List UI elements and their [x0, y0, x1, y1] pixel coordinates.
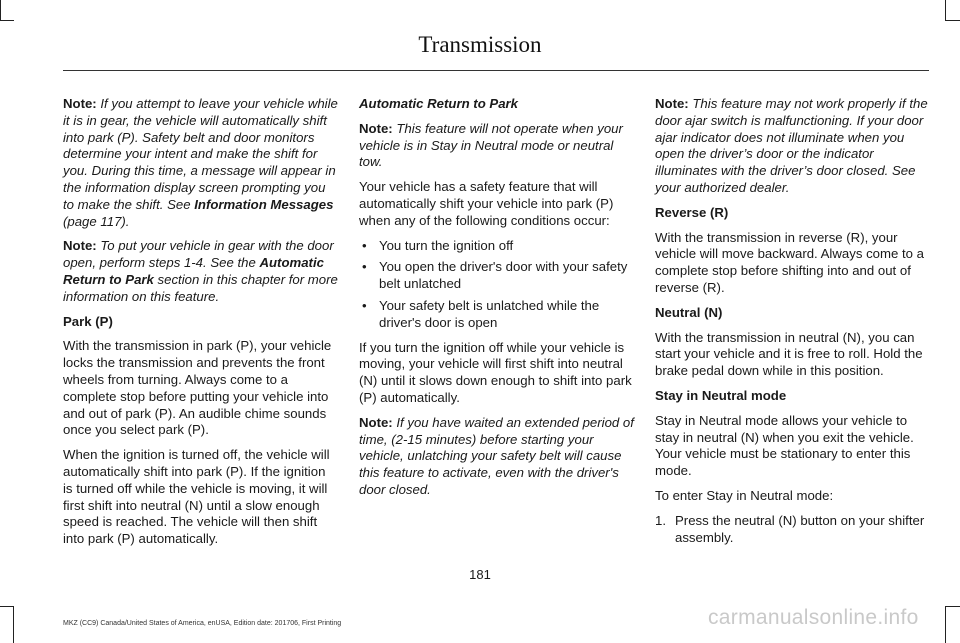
step-number: 1.	[655, 512, 666, 528]
section-heading: Stay in Neutral mode	[655, 387, 787, 403]
note-text: If you have waited an extended period of time, (2-15 minutes) before starting your vehicle, unlatching your safety belt will cause this feature to activate, even with the driver's door closed.	[359, 414, 634, 497]
note-paragraph	[655, 96, 930, 197]
body-paragraph: To enter Stay in Neutral mode:	[655, 487, 834, 503]
body-paragraph: With the transmission in neutral (N), you can start your vehicle and it is free to roll. Hold the brake pedal down while in this position.	[655, 329, 923, 379]
note-text: To put your vehicle in gear with the door open, perform steps 1-4. See the	[63, 238, 334, 271]
footer-text: MKZ (CC9) Canada/United States of America, enUSA, Edition date: 201706, First Printing	[63, 620, 342, 627]
list-item: • Your safety belt is unlatched while the driver's door is open	[359, 298, 634, 332]
cross-reference-link[interactable]: Information Messages	[194, 196, 334, 212]
note-page-ref: (page 117).	[63, 213, 130, 229]
note-label: Note:	[63, 238, 97, 254]
note-text: section in this chapter for more information on this feature.	[63, 271, 338, 304]
crop-mark	[945, 20, 960, 21]
note-label: Note:	[63, 96, 97, 111]
note-label: Note:	[359, 414, 393, 430]
watermark: carmanualsonline.info	[708, 606, 919, 629]
list-item: • You turn the ignition off	[359, 238, 634, 255]
crop-mark	[945, 606, 960, 607]
crop-mark	[13, 606, 14, 643]
section-heading: Neutral (N)	[655, 304, 723, 320]
note-label: Note:	[655, 96, 689, 111]
section-heading: Automatic Return to Park	[359, 96, 519, 111]
body-paragraph: If you turn the ignition off while your vehicle is moving, your vehicle will first shift into neutral (N) until it slows down enough to shift into park (P) automatically.	[359, 339, 632, 405]
section-heading: Reverse (R)	[655, 204, 729, 220]
column-2	[359, 96, 634, 507]
body-paragraph: When the ignition is turned off, the vehicle will automatically shift into park (P). If the ignition is turned off while the vehicle is moving, it will first shift into neutral (N) until a slow enough speed is reached. The vehicle will then shift into park (P) automatically.	[63, 447, 330, 547]
note-paragraph	[359, 121, 634, 171]
body-paragraph: With the transmission in park (P), your vehicle locks the transmission and prevents the front wheels from turning. Always come to a complete stop before putting your vehicle into and out of park (P). An audible chime sounds once you select park (P).	[63, 338, 332, 438]
note-paragraph	[359, 415, 634, 499]
note-paragraph	[63, 96, 338, 230]
crop-mark	[0, 20, 14, 21]
note-label: Note:	[359, 120, 393, 136]
section-heading: Park (P)	[63, 313, 113, 329]
body-paragraph: Stay in Neutral mode allows your vehicle to stay in neutral (N) when you exit the vehicle. Your vehicle must be stationary to enter this mode.	[655, 412, 914, 479]
crop-mark	[945, 0, 946, 20]
body-paragraph: Your vehicle has a safety feature that will automatically shift your vehicle into park (P) when any of the following conditions occur:	[359, 179, 614, 228]
note-text: This feature will not operate when your vehicle is in Stay in Neutral mode or neutral tow.	[359, 120, 623, 170]
note-text: This feature may not work properly if the door ajar switch is malfunctioning. If your door ajar indicator does not illuminate when you open the driver’s door or the indicator illuminates with the driver’s door closed. See your authorized dealer.	[655, 96, 928, 195]
step-item	[655, 513, 930, 547]
body-paragraph: With the transmission in reverse (R), your vehicle will move backward. Always come to a complete stop before shifting into and out of reverse (R).	[655, 229, 924, 295]
step-text: Press the neutral (N) button on your shifter assembly.	[675, 512, 925, 545]
condition-list	[359, 238, 634, 332]
crop-mark	[945, 606, 946, 643]
column-3	[655, 96, 930, 546]
crop-mark	[0, 0, 1, 20]
header-rule	[63, 70, 929, 71]
page-number: 181	[469, 567, 491, 582]
column-1	[63, 96, 338, 556]
cross-reference-link[interactable]: Automatic Return to Park	[63, 255, 324, 287]
list-item: • You open the driver's door with your safety belt unlatched	[359, 259, 634, 293]
crop-mark	[0, 606, 14, 607]
page-title: Transmission	[418, 32, 542, 57]
note-paragraph	[63, 238, 338, 305]
note-text: If you attempt to leave your vehicle while it is in gear, the vehicle will automatically shift into park (P). Safety belt and door monitors determine your intent and make the shift for you. During this time, a message will appear in the information display screen prompting you to make the shift. See	[63, 96, 338, 212]
steps-list	[655, 513, 930, 547]
